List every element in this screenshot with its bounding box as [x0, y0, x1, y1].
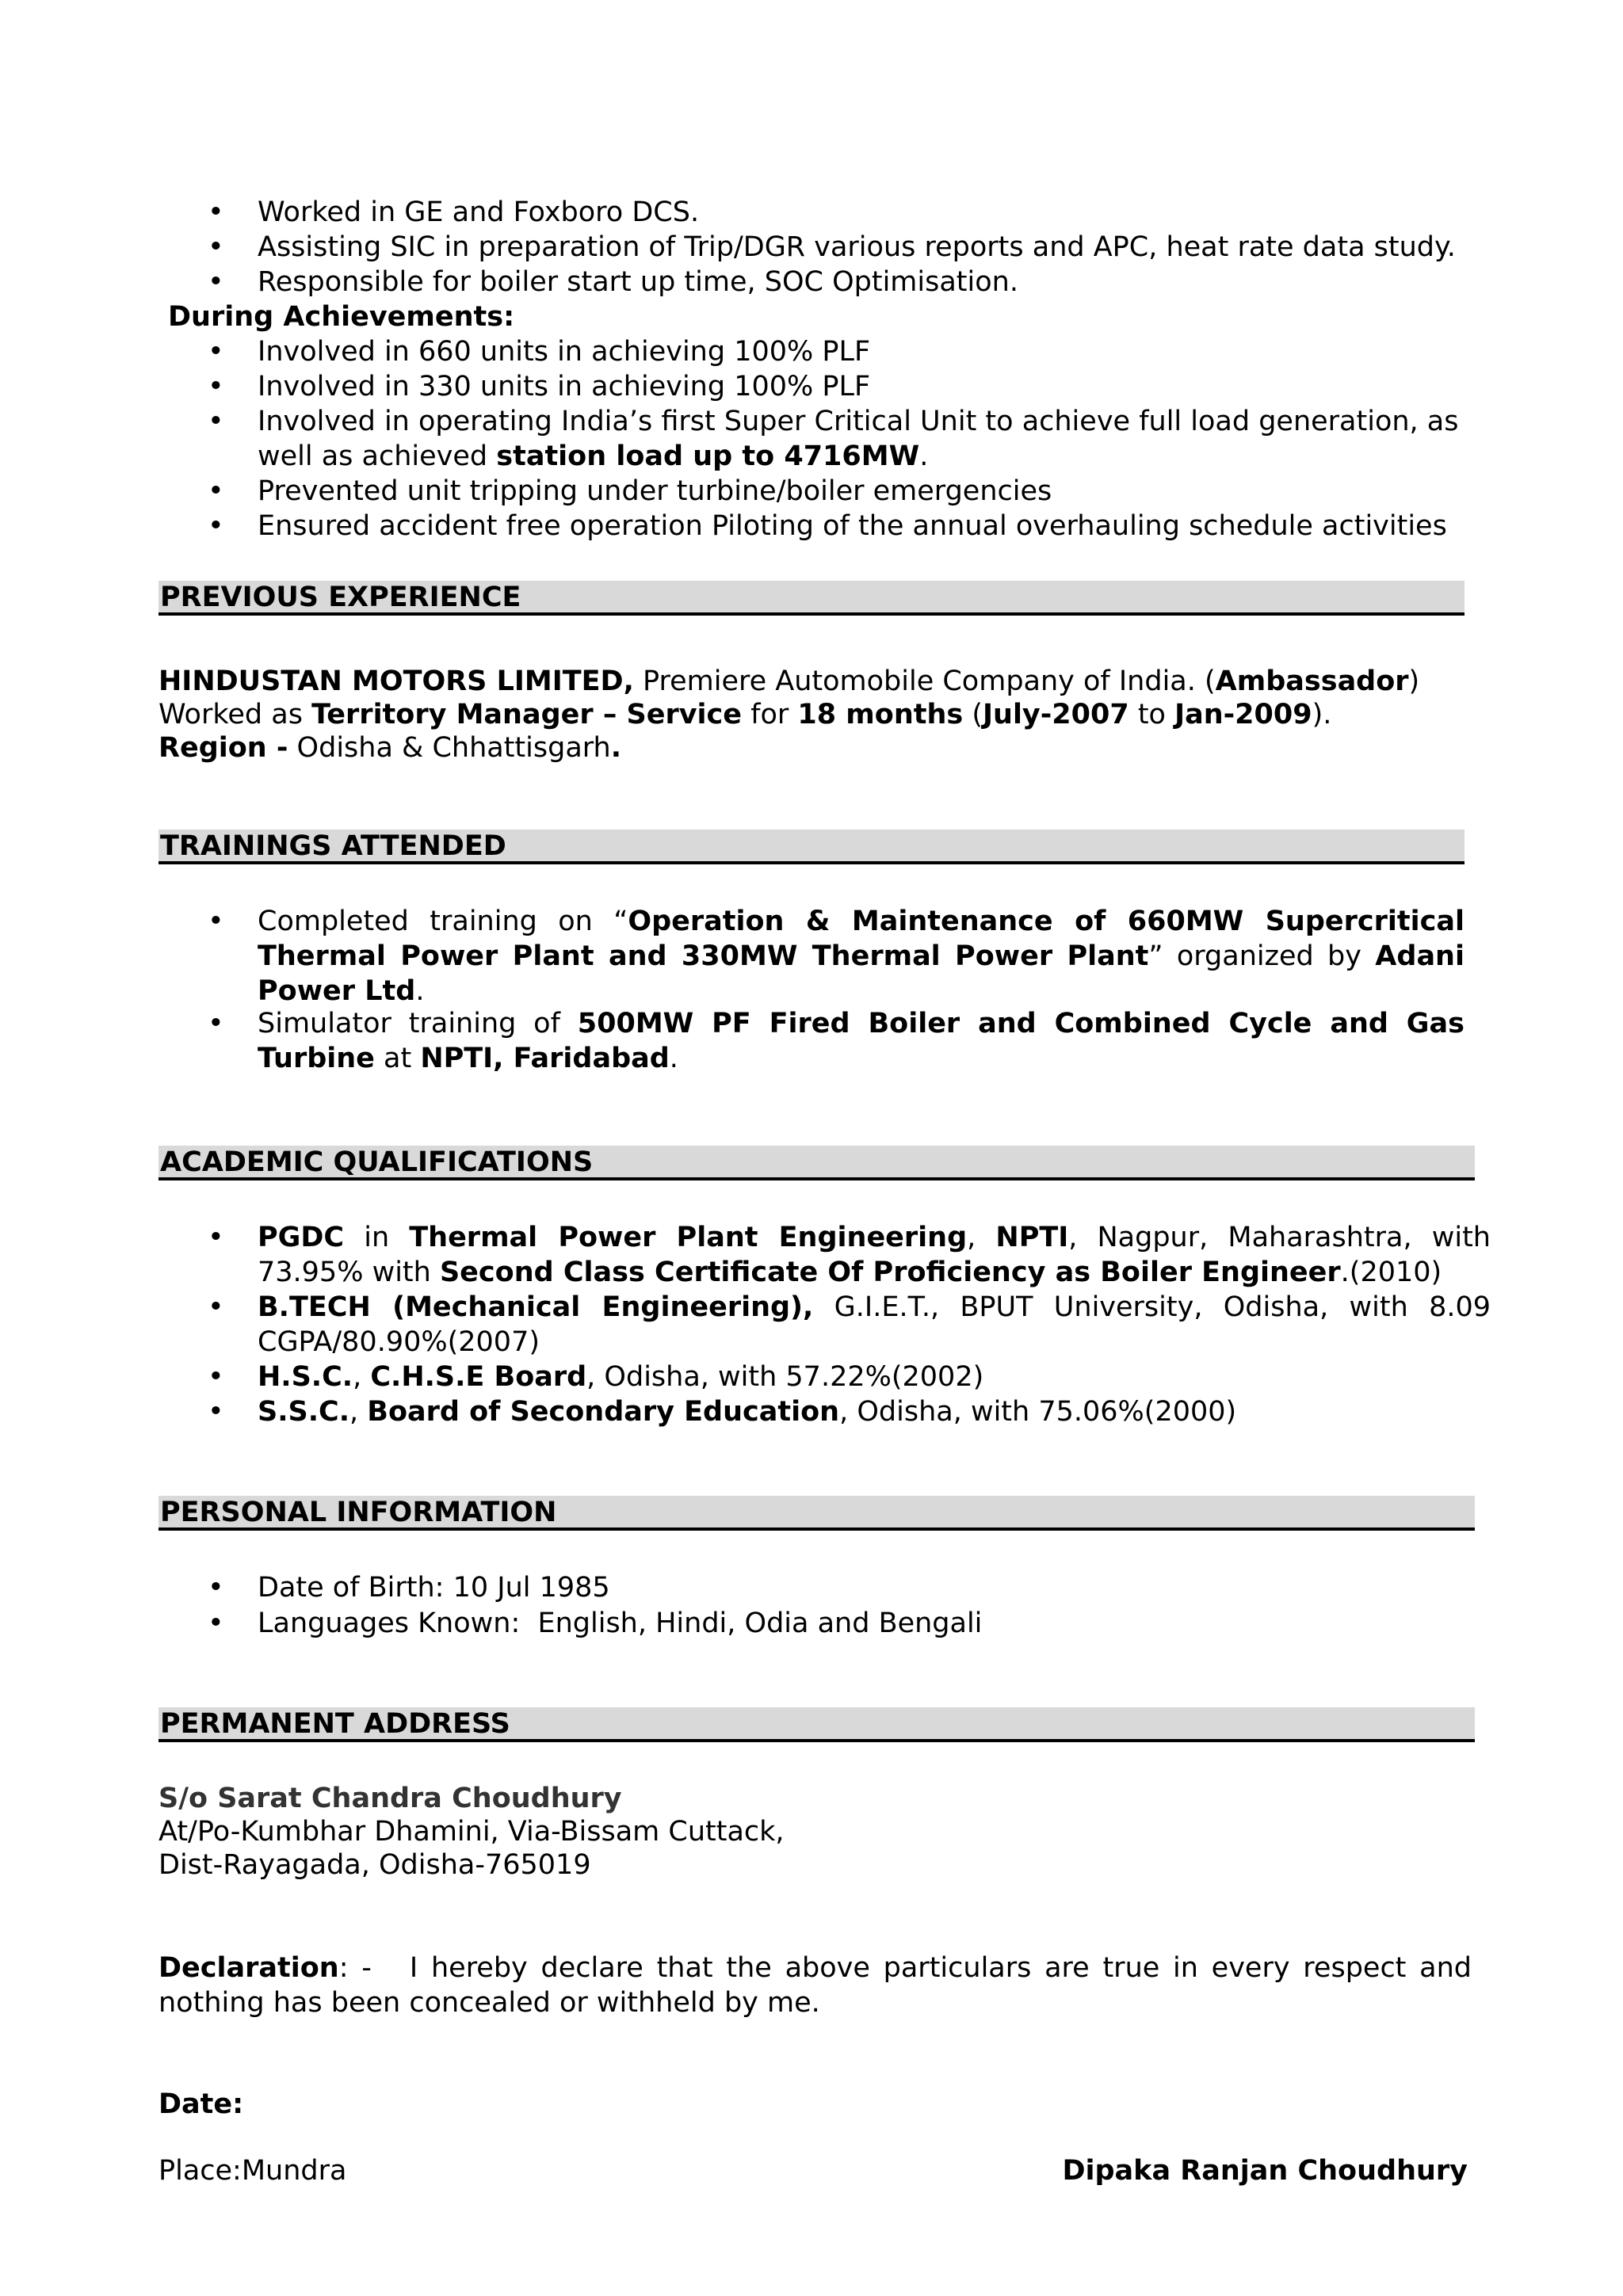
- declaration-line: [158, 1951, 1472, 1985]
- training-course: Operation & Maintenance of 660MW Supercritical: [628, 906, 1465, 937]
- training-text: at: [374, 1043, 421, 1074]
- section-title: PERSONAL INFORMATION: [160, 1497, 557, 1528]
- qualification-year: .(2010): [1340, 1257, 1442, 1288]
- qualification-text: , Odisha, with 57.22%(2002): [586, 1361, 984, 1393]
- qualification-item: [258, 1394, 1236, 1429]
- start-date: July-2007: [983, 699, 1129, 730]
- bullet-glyph: •: [208, 1291, 224, 1323]
- bullet-glyph: •: [208, 231, 224, 263]
- punctuation: ,: [353, 1361, 371, 1393]
- achievements-heading: During Achievements:: [168, 301, 515, 333]
- bullet-glyph: •: [208, 1608, 224, 1639]
- declaration-separator: : -: [338, 1952, 372, 1984]
- experience-bullet: Assisting SIC in preparation of Trip/DGR various reports and APC, heat rate data study.: [258, 231, 1456, 263]
- punctuation: ,: [967, 1222, 996, 1253]
- company-name: HINDUSTAN MOTORS LIMITED,: [158, 666, 634, 697]
- punctuation: .: [610, 732, 622, 764]
- training-course: Thermal Power Plant and 330MW Thermal Power Plant: [258, 940, 1149, 972]
- qualification-line: [258, 1255, 1491, 1290]
- role-title: Territory Manager – Service: [311, 699, 743, 730]
- role-duration: 18 months: [797, 699, 964, 730]
- certificate: Second Class Certificate Of Proficiency as Boiler Engineer: [439, 1257, 1341, 1288]
- section-header-personal: [158, 1496, 1475, 1531]
- punctuation: ,: [349, 1396, 368, 1428]
- section-header-academic: [158, 1146, 1475, 1180]
- training-venue: NPTI, Faridabad: [420, 1043, 670, 1074]
- achievement-text: well as achieved: [258, 441, 497, 472]
- qualification-line: [258, 1290, 1491, 1325]
- qualification-line: CGPA/80.90%(2007): [258, 1326, 540, 1358]
- achievement-item-continued: [258, 439, 928, 474]
- section-title: ACADEMIC QUALIFICATIONS: [160, 1146, 594, 1178]
- degree: B.TECH (Mechanical Engineering),: [258, 1291, 814, 1323]
- board: Board of Secondary Education: [367, 1396, 840, 1428]
- section-header-previous-experience: [158, 581, 1465, 616]
- achievement-item: Prevented unit tripping under turbine/boiler emergencies: [258, 475, 1052, 507]
- date-of-birth: Date of Birth: 10 Jul 1985: [258, 1572, 610, 1604]
- punctuation: (: [963, 699, 983, 730]
- bullet-glyph: •: [208, 510, 224, 542]
- qualification-text: 73.95% with: [258, 1257, 440, 1288]
- specialization: Thermal Power Plant Engineering: [409, 1222, 968, 1253]
- degree: PGDC: [258, 1222, 345, 1253]
- bullet-glyph: •: [208, 1008, 224, 1039]
- training-organizer: Adani: [1375, 940, 1465, 972]
- declaration: [158, 1951, 1472, 2020]
- training-line: [258, 939, 1465, 974]
- board: C.H.S.E Board: [370, 1361, 587, 1393]
- qualification-text: in: [344, 1222, 410, 1253]
- degree: H.S.C.: [258, 1361, 353, 1393]
- bullet-glyph: •: [208, 1361, 224, 1393]
- section-title: PERMANENT ADDRESS: [160, 1708, 510, 1740]
- section-header-trainings: [158, 830, 1465, 864]
- region-label: Region -: [158, 732, 288, 764]
- training-line: [258, 974, 1465, 1009]
- qualification-text: , Odisha, with 75.06%(2000): [839, 1396, 1237, 1428]
- qualification-line: [258, 1220, 1491, 1255]
- training-line: [258, 904, 1465, 939]
- company-description: Premiere Automobile Company of India. (: [633, 666, 1216, 697]
- achievement-item: Involved in operating India’s first Super Critical Unit to achieve full load generation, as: [258, 406, 1459, 437]
- training-text: Completed training on “: [258, 906, 628, 937]
- bullet-glyph: •: [208, 1222, 224, 1253]
- qualification-text: G.I.E.T., BPUT University, Odisha, with 8.09: [813, 1291, 1491, 1323]
- address-name: S/o Sarat Chandra Choudhury: [158, 1783, 622, 1814]
- achievement-item: Ensured accident free operation Piloting of the annual overhauling schedule activities: [258, 510, 1447, 542]
- bullet-glyph: •: [208, 906, 224, 937]
- declaration-line: nothing has been concealed or withheld by me.: [158, 1987, 820, 2019]
- date-connector: to: [1128, 699, 1175, 730]
- station-load-highlight: station load up to 4716MW: [496, 441, 920, 472]
- training-line: [258, 1006, 1465, 1041]
- qualification-text: , Nagpur, Maharashtra, with: [1068, 1222, 1491, 1253]
- training-text: ” organized by: [1148, 940, 1376, 972]
- training-course: 500MW PF Fired Boiler and Combined Cycle and Gas: [577, 1008, 1465, 1039]
- bullet-glyph: •: [208, 406, 224, 437]
- achievement-item: Involved in 330 units in achieving 100% PLF: [258, 371, 871, 402]
- training-item-1: [258, 904, 1465, 1009]
- role-line: [158, 697, 1331, 732]
- training-organizer: Power Ltd: [258, 975, 416, 1007]
- brand-name: Ambassador: [1215, 666, 1409, 697]
- bullet-glyph: •: [208, 336, 224, 368]
- qualification-item: [258, 1220, 1491, 1290]
- qualification-item: [258, 1290, 1491, 1360]
- training-course: Turbine: [258, 1043, 375, 1074]
- bullet-glyph: •: [208, 475, 224, 507]
- section-header-address: [158, 1707, 1475, 1742]
- punctuation: .: [415, 975, 425, 1007]
- punctuation: ): [1408, 666, 1420, 697]
- region-value: Odisha & Chhattisgarh: [288, 732, 611, 764]
- experience-bullet: Worked in GE and Foxboro DCS.: [258, 196, 700, 228]
- bullet-glyph: •: [208, 371, 224, 402]
- training-text: Simulator training of: [258, 1008, 578, 1039]
- end-date: Jan-2009: [1174, 699, 1312, 730]
- achievement-item: Involved in 660 units in achieving 100% PLF: [258, 336, 871, 368]
- role-connector: for: [742, 699, 798, 730]
- declaration-label: Declaration: [158, 1952, 339, 1984]
- languages-known: Languages Known: English, Hindi, Odia and Bengali: [258, 1608, 983, 1639]
- section-title: PREVIOUS EXPERIENCE: [160, 582, 521, 613]
- bullet-glyph: •: [208, 1396, 224, 1428]
- bullet-glyph: •: [208, 196, 224, 228]
- place: Place:Mundra: [158, 2155, 347, 2187]
- date-label: Date:: [158, 2088, 244, 2120]
- signature-name: Dipaka Ranjan Choudhury: [1062, 2155, 1468, 2187]
- role-prefix: Worked as: [158, 699, 312, 730]
- address-line-2: Dist-Rayagada, Odisha-765019: [158, 1849, 591, 1881]
- institution: NPTI: [995, 1222, 1069, 1253]
- section-title: TRAININGS ATTENDED: [160, 830, 506, 862]
- declaration-text: I hereby declare that the above particulars are true in every respect and: [409, 1952, 1472, 1984]
- training-item-2: [258, 1006, 1465, 1076]
- company-line: [158, 664, 1419, 699]
- bullet-glyph: •: [208, 266, 224, 298]
- address-line-1: At/Po-Kumbhar Dhamini, Via-Bissam Cuttack,: [158, 1816, 785, 1848]
- qualification-item: [258, 1360, 983, 1394]
- punctuation: .: [919, 441, 929, 472]
- training-line: [258, 1041, 1465, 1076]
- experience-bullet: Responsible for boiler start up time, SOC Optimisation.: [258, 266, 1018, 298]
- region-line: [158, 730, 621, 765]
- degree: S.S.C.: [258, 1396, 349, 1428]
- punctuation: ).: [1312, 699, 1332, 730]
- bullet-glyph: •: [208, 1572, 224, 1604]
- punctuation: .: [669, 1043, 678, 1074]
